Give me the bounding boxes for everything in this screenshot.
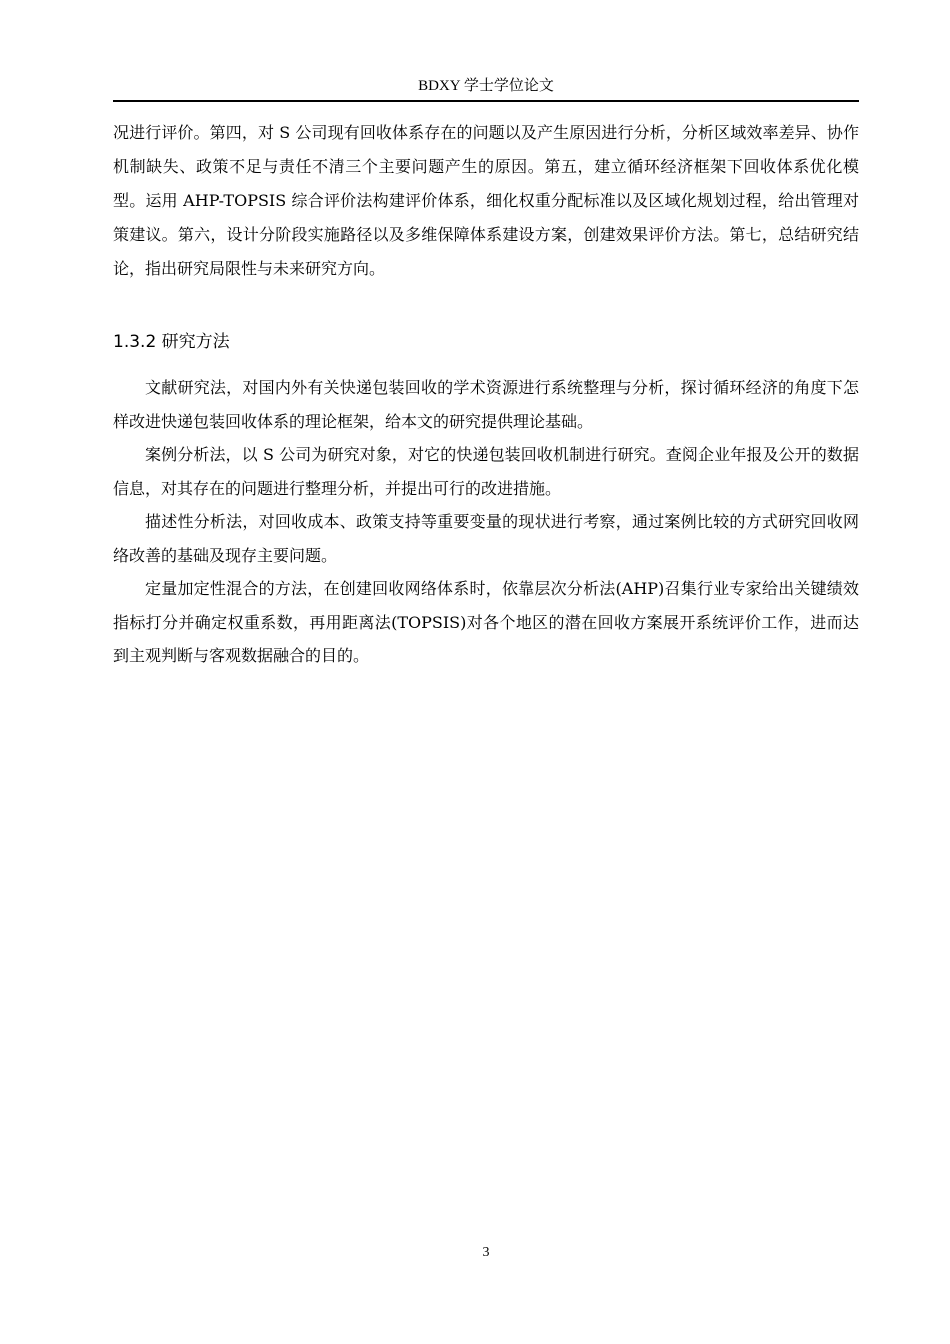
method-paragraph-case-study: 案例分析法，以 S 公司为研究对象，对它的快递包装回收机制进行研究。查阅企业年报及公开的数据信息，对其存在的问题进行整理分析，并提出可行的改进措施。 bbox=[113, 445, 859, 498]
header-divider bbox=[113, 100, 859, 102]
running-header: BDXY 学士学位论文 bbox=[418, 78, 554, 94]
method-paragraph-mixed: 定量加定性混合的方法，在创建回收网络体系时，依靠层次分析法(AHP)召集行业专家给出关键绩效指标打分并确定权重系数，再用距离法(TOPSIS)对各个地区的潜在回收方案展开系统评价工作，进而达到主观判断与客观数据融合的目的。 bbox=[113, 579, 859, 665]
section-heading: 1.3.2 研究方法 bbox=[113, 332, 230, 352]
method-paragraph-descriptive: 描述性分析法，对回收成本、政策支持等重要变量的现状进行考察，通过案例比较的方式研究回收网络改善的基础及现存主要问题。 bbox=[113, 512, 859, 565]
research-methods-body bbox=[113, 371, 859, 673]
method-paragraph-literature: 文献研究法，对国内外有关快递包装回收的学术资源进行系统整理与分析，探讨循环经济的角度下怎样改进快递包装回收体系的理论框架，给本文的研究提供理论基础。 bbox=[113, 378, 859, 431]
page-number: 3 bbox=[482, 1245, 490, 1260]
continued-paragraph: 况进行评价。第四，对 S 公司现有回收体系存在的问题以及产生原因进行分析，分析区域效率差异、协作机制缺失、政策不足与责任不清三个主要问题产生的原因。第五，建立循环经济框架下回收体系优化模型。运用 AHP-TOPSIS 综合评价法构建评价体系，细化权重分配标准以及区域化规划过程，给出管理对策建议。第六，设计分阶段实施路径以及多维保障体系建设方案，创建效果评价方法。第七，总结研究结论，指出研究局限性与未来研究方向。 bbox=[113, 123, 859, 278]
